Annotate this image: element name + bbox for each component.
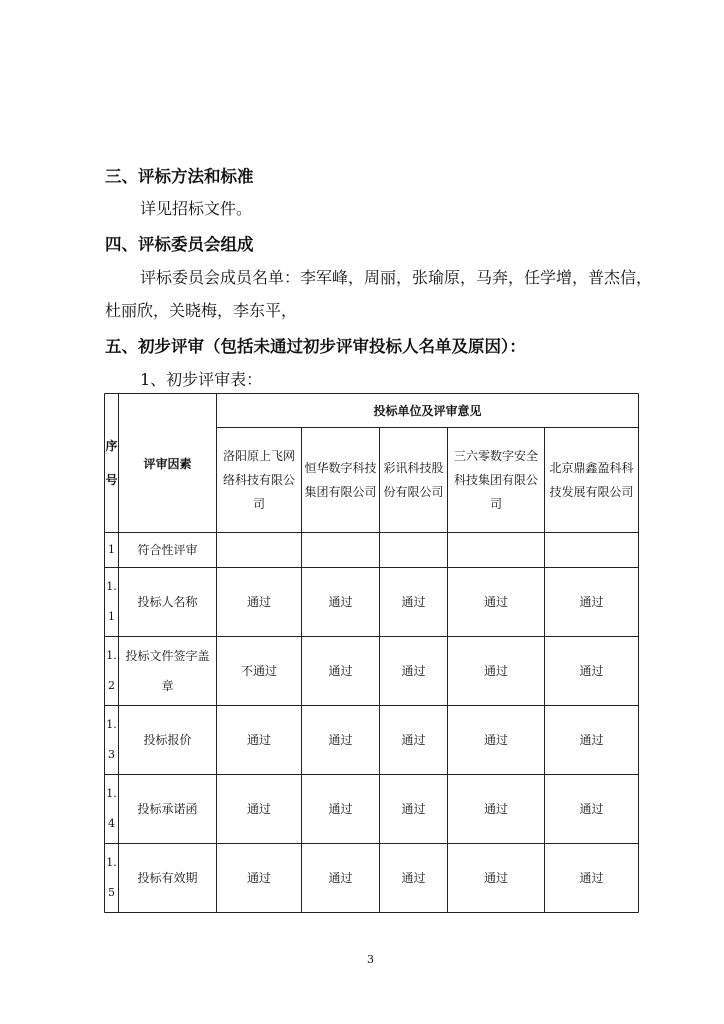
row-serial-no-part: 1. — [106, 787, 117, 800]
result-cell: 通过 — [483, 595, 508, 609]
bidder-header-2 — [302, 428, 379, 532]
row-serial-no-part: 1. — [106, 580, 117, 593]
row-review-factor — [119, 533, 216, 567]
review-factor-line: 投标人名称 — [137, 595, 198, 609]
result-cell: 通过 — [246, 733, 271, 747]
result-cell: 通过 — [328, 664, 353, 678]
section-4-body-line2: 杜丽欣，关晓梅，李东平， — [105, 301, 298, 320]
row-serial-no — [105, 568, 118, 636]
bidder-header-5 — [545, 428, 638, 532]
bidder-name-line: 集团有限公司 — [304, 485, 377, 499]
result-cell: 通过 — [401, 595, 426, 609]
result-cell: 通过 — [246, 595, 271, 609]
row-serial-no-part: 1 — [108, 610, 115, 623]
result-cell: 通过 — [246, 802, 271, 816]
bidder-name-line: 技发展有限公司 — [549, 485, 634, 499]
header-review-factor: 评审因素 — [143, 456, 192, 471]
row-serial-no — [105, 706, 118, 774]
bidder-name-line: 司 — [489, 497, 502, 511]
result-cell — [545, 533, 638, 567]
row-review-factor — [119, 706, 216, 774]
result-cell: 通过 — [328, 871, 353, 885]
row-serial-no-part: 3 — [108, 748, 115, 761]
result-cell: 通过 — [483, 733, 508, 747]
row-serial-no-part: 4 — [108, 817, 115, 830]
row-serial-no — [105, 844, 118, 912]
header-serial-no-line2: 号 — [105, 473, 118, 487]
header-serial-no-line1: 序 — [105, 439, 118, 453]
section-5-title: 五、初步评审（包括未通过初步评审投标人名单及原因）： — [105, 337, 526, 356]
result-cell — [448, 533, 544, 567]
bidder-header-1 — [217, 428, 301, 532]
result-cell: 通过 — [483, 802, 508, 816]
page-number: 3 — [367, 953, 374, 966]
bidder-name-line: 彩讯科技股 — [383, 461, 444, 475]
bidder-name-line: 科技集团有限公 — [453, 473, 538, 487]
header-bidders-group: 投标单位及评审意见 — [373, 404, 482, 418]
header-serial-no — [105, 394, 118, 532]
row-review-factor — [119, 775, 216, 843]
row-review-factor — [119, 844, 216, 912]
result-cell — [302, 533, 379, 567]
result-cell: 通过 — [579, 733, 604, 747]
row-serial-no — [105, 775, 118, 843]
row-serial-no — [105, 533, 118, 567]
section-4-title: 四、评标委员会组成 — [105, 235, 254, 254]
section-5-subtitle: 1、初步评审表： — [140, 370, 263, 389]
result-cell: 通过 — [246, 871, 271, 885]
row-serial-no — [105, 637, 118, 705]
row-serial-no-part: 1. — [106, 718, 117, 731]
result-cell: 通过 — [483, 664, 508, 678]
bidder-name-line: 份有限公司 — [383, 485, 444, 499]
result-cell: 通过 — [328, 595, 353, 609]
bidder-header-4 — [448, 428, 544, 532]
section-3-title: 三、评标方法和标准 — [105, 167, 254, 186]
row-serial-no-part: 5 — [108, 886, 115, 899]
row-serial-no-part: 1. — [106, 649, 117, 662]
result-cell: 通过 — [328, 733, 353, 747]
result-cell: 通过 — [328, 802, 353, 816]
bidder-name-line: 司 — [252, 497, 265, 511]
bidder-name-line: 北京鼎鑫盈科科 — [549, 461, 634, 475]
review-factor-line: 投标报价 — [143, 733, 192, 747]
row-serial-no-part: 1. — [106, 856, 117, 869]
result-cell — [217, 533, 301, 567]
result-cell: 通过 — [579, 802, 604, 816]
result-cell: 不通过 — [240, 664, 277, 678]
result-cell: 通过 — [579, 595, 604, 609]
result-cell — [380, 533, 447, 567]
row-review-factor — [119, 637, 216, 705]
row-serial-no-part: 2 — [108, 679, 115, 692]
review-factor-line: 章 — [161, 679, 174, 693]
result-cell: 通过 — [401, 802, 426, 816]
row-serial-no-part: 1 — [108, 543, 115, 556]
result-cell: 通过 — [401, 871, 426, 885]
section-4-body-line1: 评标委员会成员名单：李军峰，周丽，张瑜原，马奔，任学增，普杰信， — [140, 268, 653, 287]
bidder-name-line: 恒华数字科技 — [304, 461, 377, 475]
bidder-name-line: 三六零数字安全 — [453, 449, 538, 463]
result-cell: 通过 — [483, 871, 508, 885]
result-cell: 通过 — [579, 664, 604, 678]
review-factor-line: 投标有效期 — [137, 871, 198, 885]
bidder-header-3 — [380, 428, 447, 532]
review-factor-line: 投标文件签字盖 — [125, 649, 210, 663]
row-review-factor — [119, 568, 216, 636]
section-3-body: 详见招标文件。 — [140, 199, 253, 218]
result-cell: 通过 — [401, 733, 426, 747]
review-factor-line: 符合性评审 — [137, 543, 198, 557]
bidder-name-line: 洛阳原上飞网 — [222, 449, 295, 463]
result-cell: 通过 — [401, 664, 426, 678]
review-factor-line: 投标承诺函 — [137, 802, 198, 816]
result-cell: 通过 — [579, 871, 604, 885]
bidder-name-line: 络科技有限公 — [222, 473, 295, 487]
